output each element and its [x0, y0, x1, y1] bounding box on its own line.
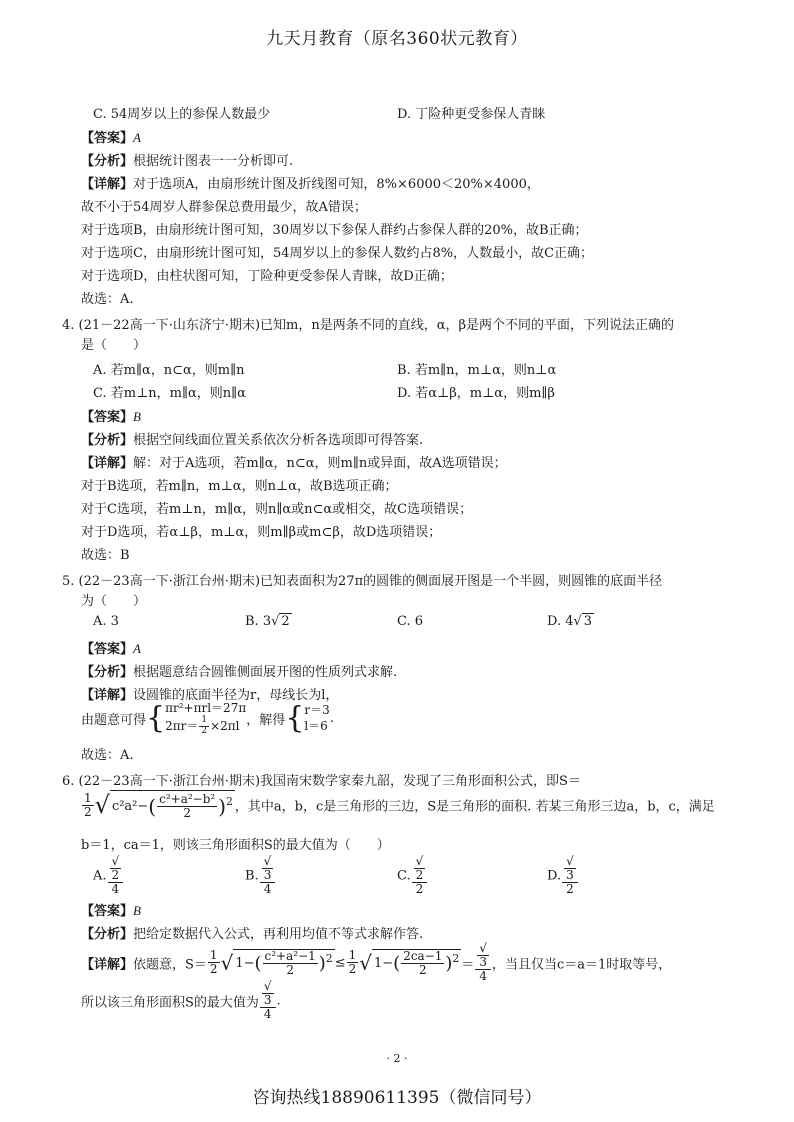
radicand: 3: [566, 868, 574, 883]
le-sign: ≤: [334, 955, 346, 971]
q3-option-c: C. 54周岁以上的参保人数最少: [93, 107, 271, 122]
q4-stem-line-2: 是（ ）: [81, 338, 147, 353]
question-stem: 已知m，n是两条不同的直线，α，β是两个不同的平面，下列说法正确的: [260, 318, 675, 333]
left-paren: (: [393, 952, 401, 974]
question-number: 4.: [62, 318, 75, 333]
right-paren: ): [218, 794, 227, 819]
q4-stem-line-1: [62, 314, 674, 333]
denominator: 4: [479, 969, 487, 984]
q5-option-d: D. 4√ 3: [547, 614, 593, 629]
right-paren: ): [445, 952, 453, 974]
detail-tag: 【详解】: [81, 456, 134, 471]
q5-system-line: [81, 700, 334, 740]
q6-stem-line-1: [62, 770, 581, 789]
q6-stem-line-3: b＝1，ca＝1，则该三角形面积S的最大值为（ ）: [81, 838, 390, 853]
numerator: 1: [209, 948, 218, 963]
radicand: 3: [583, 614, 593, 629]
inner-fraction: [401, 950, 444, 977]
detail-text: 设圆锥的底面半径为r，母线长为l，: [133, 688, 339, 703]
left-paren: (: [254, 952, 262, 974]
analysis-text: 把给定数据代入公式，再利用均值不等式求解作答.: [133, 927, 424, 942]
one-minus: 1−: [235, 955, 255, 971]
q4-detail-1: [81, 452, 507, 471]
detail-text: 对于选项A，由扇形统计图及折线图可知，8%×6000＜20%×4000，: [133, 177, 540, 192]
question-stem: 已知表面积为27π的圆锥的侧面展开图是一个半圆，则圆锥的底面半径: [260, 574, 663, 589]
page-footer: 咨询热线18890611395（微信同号）: [252, 1088, 542, 1108]
radicand-2: 1−( $\frac{2ca-1}{2}$ )$^2$: [373, 948, 460, 977]
option-label: D. 4: [547, 614, 574, 629]
analysis-tag: 【分析】: [81, 665, 134, 680]
numerator: √ 2: [108, 855, 124, 883]
q3-detail-1: [81, 173, 540, 192]
q4-detail-4: 对于D选项，若α⊥β，m⊥α，则m∥β或m⊂β，故D选项错误；: [81, 525, 442, 540]
solution-2: l＝6: [304, 719, 328, 734]
left-brace: {: [146, 700, 166, 736]
solution-1: r＝3: [304, 703, 330, 718]
denominator: 2: [286, 962, 294, 977]
detail-tail: ，当且仅当c＝a＝1时取等号，: [491, 957, 672, 973]
equation-1: πr²+πrl＝27π: [165, 701, 247, 715]
period: .: [276, 993, 281, 1009]
numerator: 2ca−1: [403, 948, 443, 963]
radicand: 3: [479, 955, 487, 970]
q5-analysis: [81, 661, 397, 680]
q4-answer: [81, 406, 141, 425]
numerator: 1: [201, 715, 208, 726]
radicand: 3: [263, 993, 272, 1008]
denominator: 4: [111, 882, 120, 897]
q6-formula-line: [81, 790, 715, 830]
q4-detail-5: 故选：B: [81, 548, 130, 563]
solution-system: [304, 702, 329, 734]
q5-stem-line-2: 为（ ）: [81, 594, 147, 609]
one-minus: 1−: [373, 955, 394, 971]
answer-tag: 【答案】: [81, 131, 134, 146]
analysis-tag: 【分析】: [81, 433, 134, 448]
question-number: 6.: [62, 774, 75, 789]
numerator: √ 3: [562, 855, 578, 883]
option-label: B.: [245, 868, 259, 884]
analysis-tag: 【分析】: [81, 154, 134, 169]
page-header: 九天月教育（原名360状元教育）: [266, 29, 528, 49]
q3-option-d: D. 丁险种更受参保人青睐: [397, 107, 546, 122]
denominator: 2: [209, 962, 218, 977]
fraction-half: [208, 949, 220, 976]
sqrt-symbol: √: [220, 950, 234, 975]
q5-option-b: B. 3√ 2: [245, 614, 290, 629]
question-source: (22－23高一下·浙江台州·期末): [78, 574, 261, 589]
radicand: 2: [415, 868, 424, 883]
q3-analysis: [81, 150, 293, 169]
numerator: √ 2: [412, 855, 428, 883]
q3-detail-4: 对于选项C，由扇形统计图可知，54周岁以上的参保人数约占8%，人数最小，故C正确；: [81, 246, 594, 261]
eq2-left: 2πr＝: [165, 719, 199, 734]
left-paren: (: [148, 794, 157, 819]
question-source: (21－22高一下·山东济宁·期末): [78, 318, 261, 333]
answer-tag: 【答案】: [81, 642, 134, 657]
answer-tag: 【答案】: [81, 904, 134, 919]
fraction-half: [82, 792, 94, 819]
answer-value: A: [133, 641, 141, 656]
detail-lead: 依题意，S＝: [133, 957, 207, 973]
q5-option-c: C. 6: [397, 614, 424, 629]
answer-value: B: [133, 903, 141, 918]
eq-sign: ＝: [461, 957, 475, 973]
solve-text: ，解得: [246, 712, 286, 728]
option-label: C.: [397, 868, 411, 884]
numerator: √ 3: [260, 980, 276, 1008]
answer-value: B: [133, 409, 141, 424]
q6-option-d: [547, 855, 579, 897]
denominator: 2: [201, 726, 208, 737]
fraction-half: [199, 716, 209, 737]
analysis-text: 根据题意结合圆锥侧面展开图的性质列式求解.: [133, 665, 398, 680]
option-label: B. 3: [245, 614, 272, 629]
q4-option-d: D. 若α⊥β，m⊥α，则m∥β: [397, 386, 555, 401]
q4-option-a: A. 若m∥α，n⊂α，则m∥n: [93, 363, 245, 378]
q6-option-b: [245, 855, 276, 897]
radicand-prefix: c²a²−: [111, 799, 149, 815]
system-intro: 由题意可得: [81, 712, 147, 728]
radicand: 3: [263, 868, 272, 883]
conclusion-text: 所以该三角形面积S的最大值为: [81, 995, 259, 1011]
eq2-right: ×2πl: [210, 719, 240, 734]
option-fraction: [260, 855, 276, 897]
denominator: 2: [418, 962, 427, 977]
radicand-1: 1−( $\frac{\text{c²+a²−1}}{2}$ )$^2$: [235, 948, 333, 977]
detail-tag: 【详解】: [81, 688, 134, 703]
q5-answer: [81, 638, 141, 657]
denominator: 2: [415, 882, 424, 897]
q5-stem-line-1: [62, 570, 662, 589]
denominator: 2: [84, 804, 92, 819]
q6-answer: [81, 900, 141, 919]
q6-detail-1: [81, 941, 672, 984]
analysis-text: 根据空间线面位置关系依次分析各选项即可得答案.: [133, 433, 424, 448]
right-paren: ): [318, 952, 326, 974]
denominator: 4: [263, 1007, 272, 1022]
sqrt-symbol: √: [359, 950, 372, 975]
q3-detail-2: 故不小于54周岁人群参保总费用最少，故A错误；: [81, 200, 367, 215]
q5-option-a: A. 3: [93, 614, 119, 629]
q5-detail-3: 故选：A.: [81, 748, 134, 763]
numerator: 1: [84, 790, 92, 805]
question-source: (22－23高一下·浙江台州·期末): [78, 774, 261, 789]
denominator: 2: [183, 806, 191, 821]
q4-analysis: [81, 429, 423, 448]
q4-option-b: B. 若m∥n，m⊥α，则n⊥α: [397, 363, 557, 378]
q3-answer: [81, 127, 141, 146]
equation-system: [165, 700, 246, 737]
inner-fraction: [263, 950, 318, 977]
question-number: 5.: [62, 574, 75, 589]
answer-tag: 【答案】: [81, 410, 134, 425]
left-brace: {: [285, 700, 305, 736]
denominator: 2: [566, 882, 574, 897]
option-label: A.: [93, 868, 107, 884]
q6-analysis: [81, 923, 423, 942]
detail-text: 解：对于A选项，若m∥α，n⊂α，则m∥n或异面，故A选项错误；: [133, 456, 507, 471]
q3-detail-6: 故选：A.: [81, 292, 134, 307]
denominator: 2: [348, 962, 357, 977]
result-fraction: [475, 942, 491, 984]
numerator: c²+a²−b²: [159, 792, 216, 806]
period: .: [329, 710, 334, 726]
detail-tag: 【详解】: [81, 177, 134, 192]
option-fraction: [412, 855, 428, 897]
q3-detail-3: 对于选项B，由扇形统计图可知，30周岁以下参保人群约占参保人群的20%，故B正确；: [81, 223, 588, 238]
q6-option-c: [397, 855, 428, 897]
fraction-half: [347, 949, 359, 976]
page-number: · 2 ·: [386, 1052, 408, 1065]
q4-detail-2: 对于B选项，若m∥n，m⊥α，则n⊥α，故B选项正确；: [81, 479, 398, 494]
inner-fraction: [157, 793, 217, 820]
answer-value: A: [133, 130, 141, 145]
numerator: 1: [348, 948, 357, 963]
radicand: 2: [111, 868, 120, 883]
option-fraction: [562, 855, 578, 897]
formula-radicand: c²a²−( $\frac{\text{c²+a²−b²}}{2}$ )$^2$: [111, 792, 233, 821]
q4-option-c: C. 若m⊥n，m∥α，则n∥α: [93, 386, 246, 401]
analysis-tag: 【分析】: [81, 927, 134, 942]
question-stem: 我国南宋数学家秦九韶，发现了三角形面积公式，即S＝: [260, 774, 581, 789]
option-fraction: [108, 855, 124, 897]
denominator: 4: [263, 882, 272, 897]
detail-tag: 【详解】: [81, 957, 134, 973]
numerator: √ 3: [260, 855, 276, 883]
q6-detail-2: [81, 979, 281, 1022]
numerator: √ 3: [475, 942, 491, 970]
analysis-text: 根据统计图表一一分析即可.: [133, 154, 294, 169]
equation-2: [165, 716, 246, 737]
formula-description: ，其中a，b，c是三角形的三边，S是三角形的面积. 若某三角形三边a，b，c，满足: [234, 799, 715, 815]
sqrt-symbol: √: [94, 791, 110, 820]
q3-detail-5: 对于选项D，由柱状图可知，丁险种更受参保人青睐，故D正确；: [81, 269, 453, 284]
option-label: D.: [547, 868, 562, 884]
q6-option-a: [93, 855, 124, 897]
result-fraction: [260, 980, 276, 1022]
q4-detail-3: 对于C选项，若m⊥n，m∥α，则n∥α或n⊂α或相交，故C选项错误；: [81, 502, 473, 517]
numerator: c²+a²−1: [264, 948, 316, 963]
radicand: 2: [281, 614, 290, 629]
